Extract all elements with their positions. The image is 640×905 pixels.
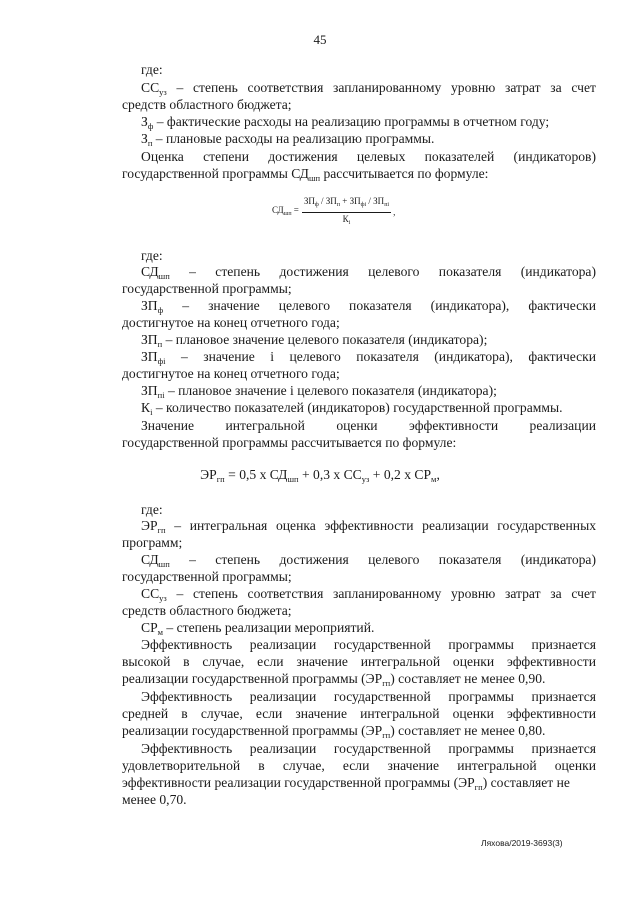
where-label: где:: [141, 62, 163, 77]
para-medium-line1: Эффективность реализации государственной программы признается: [141, 689, 596, 704]
intro-ergp-line2: государственной программы рассчитывается по формуле:: [122, 435, 457, 450]
def-sdshp: $СД_{шп}$ – степень достижения целевого показателя (индикатора): [141, 552, 596, 569]
def-ssuz-cont: средств областного бюджета;: [122, 97, 292, 112]
def-ergp-cont: программ;: [122, 535, 183, 550]
def-ssuz: $СС_{уз}$ – степень соответствия запланированному уровню затрат за счет: [141, 586, 596, 603]
def-zpf-cont: достигнутое на конец отчетного года;: [122, 315, 340, 330]
def-zpfi: $ЗП_{фi}$ – значение i целевого показателя (индикатора), фактически: [141, 349, 596, 366]
def-ssuz-cont: средств областного бюджета;: [122, 603, 292, 618]
intro-sdshp-line2: государственной программы $СД_{шп}$ рассчитывается по формуле:: [122, 166, 489, 183]
formula-ergp: $ЭР_{гп} = 0,5$ х $СД_{шп} + 0,3$ х $СС_{уз} + 0,2$ х $СР_м$,: [200, 467, 440, 484]
def-zpfi-cont: достигнутое на конец отчетного года;: [122, 366, 340, 381]
def-sdshp: $СД_{шп}$ – степень достижения целевого показателя (индикатора): [141, 264, 596, 281]
def-srm: $СР_м$ – степень реализации мероприятий.: [141, 620, 375, 637]
where-label: где:: [141, 502, 163, 517]
para-high-line2: высокой в случае, если значение интегральной оценки эффективности: [122, 654, 596, 669]
def-sdshp-cont: государственной программы;: [122, 281, 292, 296]
para-medium-line3: реализации государственной программы $(ЭР_{гп})$ составляет не менее 0,80.: [122, 723, 546, 740]
def-ssuz: $СС_{уз}$ – степень соответствия запланированному уровню затрат за счет: [141, 80, 596, 97]
para-medium-line2: средней в случае, если значение интегральной оценки эффективности: [122, 706, 596, 721]
intro-ergp-line1: Значение интегральной оценки эффективности реализации: [141, 418, 596, 433]
def-zf: $З_ф$ – фактические расходы на реализацию программы в отчетном году;: [141, 114, 550, 131]
intro-sdshp-line1: Оценка степени достижения целевых показателей (индикаторов): [141, 149, 596, 164]
para-satisfactory-line3: эффективности реализации государственной программы $(ЭР_{гп})$ составляет не: [122, 775, 570, 792]
para-satisfactory-line4: менее 0,70.: [122, 792, 187, 807]
formula-sdshp: $СД_{шп}$ = $\frac{ЗП_ф / ЗП_п + ЗП_{фi} / ЗП_{пi}}{К_i}$ ,: [272, 196, 395, 229]
page-number: 45: [313, 32, 327, 47]
formula-denominator: $К_i$: [342, 214, 351, 226]
para-high-line3: реализации государственной программы $(ЭР_{гп})$ составляет не менее 0,90.: [122, 671, 546, 688]
document-footer-code: Ляхова/2019-3693(3): [481, 838, 563, 848]
def-zppi: $ЗП_{пi}$ – плановое значение i целевого показателя (индикатора);: [141, 383, 497, 400]
formula-numerator: $ЗП_ф / ЗП_п + ЗП_{фi} / ЗП_{пi}$: [302, 196, 391, 213]
def-ki: $К_i$ – количество показателей (индикаторов) государственной программы.: [141, 400, 563, 417]
def-zp: $З_п$ – плановые расходы на реализацию программы.: [141, 131, 435, 148]
para-high-line1: Эффективность реализации государственной программы признается: [141, 637, 596, 652]
def-zpf: $ЗП_ф$ – значение целевого показателя (индикатора), фактически: [141, 298, 596, 315]
where-label: где:: [141, 248, 163, 263]
para-satisfactory-line2: удовлетворительной в случае, если значение интегральной оценки: [122, 758, 596, 773]
para-satisfactory-line1: Эффективность реализации государственной программы признается: [141, 741, 596, 756]
formula-fraction: [302, 196, 391, 229]
def-zpp: $ЗП_п$ – плановое значение целевого показателя (индикатора);: [141, 332, 488, 349]
def-sdshp-cont: государственной программы;: [122, 569, 292, 584]
def-ergp: $ЭР_{гп}$ – интегральная оценка эффективности реализации государственных: [141, 518, 596, 535]
